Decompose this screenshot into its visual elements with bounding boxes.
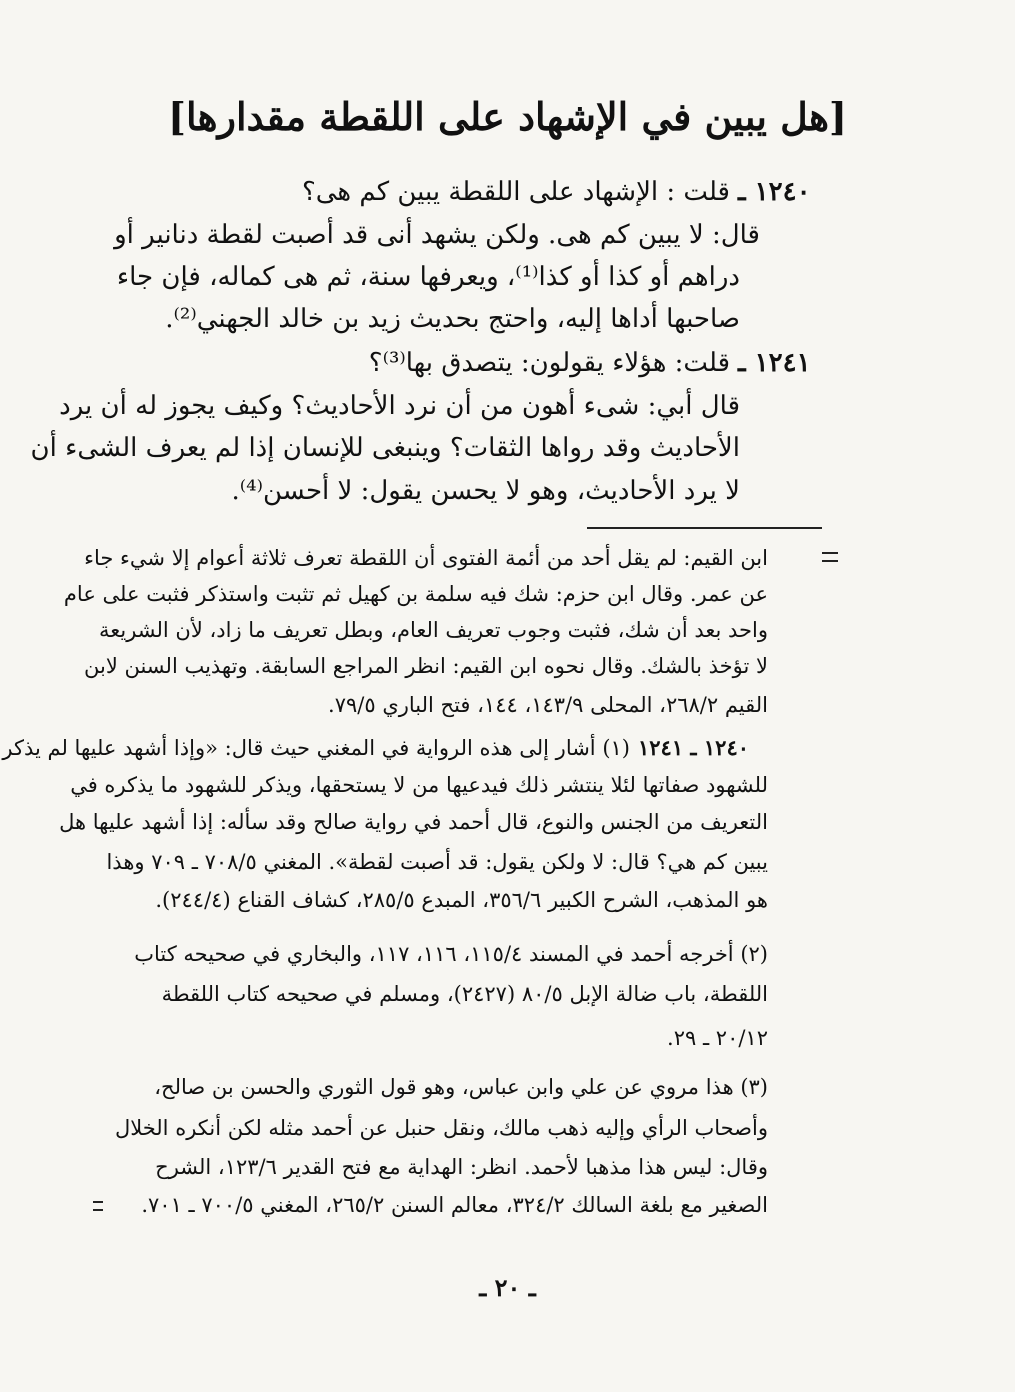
footnote-separator — [587, 527, 822, 529]
footnote-line: وقال: ليس هذا مذهبا لأحمد. انظر: الهداية مع فتح القدير ١٢٣/٦، الشرح — [155, 1155, 768, 1179]
text-line: قال أبي: شىء أهون من أن نرد الأحاديث؟ وكيف يجوز له أن يرد — [59, 391, 740, 421]
footnote-line: ٢٠/١٢ ـ ٢٩. — [667, 1026, 768, 1050]
text-line: صاحبها أداها إليه، واحتج بحديث زيد بن خالد الجهني⁽²⁾. — [165, 304, 740, 334]
footnote-line: يبين كم هي؟ قال: لا ولكن يقول: قد أصبت لقطة». المغني ٧٠٨/٥ ـ ٧٠٩ وهذا — [106, 850, 768, 874]
entry-number: ١٢٤١ ـ — [738, 348, 811, 378]
footnote-line: للشهود صفاتها لئلا ينتشر ذلك فيدعيها من لا يستحقها، ويذكر للشهود ما يذكره في — [70, 773, 768, 797]
footnote-line: الصغير مع بلغة السالك ٣٢٤/٢، معالم السنن ٢٦٥/٢، المغني ٧٠٠/٥ ـ ٧٠١. — [141, 1193, 768, 1217]
text-line: لا يرد الأحاديث، وهو لا يحسن يقول: لا أحسن⁽⁴⁾. — [231, 476, 740, 506]
footnote-line: القيم ٢٦٨/٢، المحلى ١٤٣/٩، ١٤٤، فتح الباري ٧٩/٥. — [328, 693, 768, 717]
footnote-line: اللقطة، باب ضالة الإبل ٨٠/٥ (٢٤٢٧)، ومسلم في صحيحه كتاب اللقطة — [161, 982, 768, 1006]
footnote-line: التعريف من الجنس والنوع، قال أحمد في رواية صالح وقد سأله: إذا أشهد عليها هل — [59, 810, 768, 834]
footnote-line: هو المذهب، الشرح الكبير ٣٥٦/٦، المبدع ٢٨٥/٥، كشاف القناع (٢٤٤/٤). — [155, 888, 768, 912]
text-line: الأحاديث وقد رواها الثقات؟ وينبغى للإنسان إذا لم يعرف الشىء أن — [30, 433, 740, 463]
text-line: قلت: هؤلاء يقولون: يتصدق بها⁽³⁾؟ — [368, 348, 730, 378]
footnote-line: (٢) أخرجه أحمد في المسند ١١٥/٤، ١١٦، ١١٧، والبخاري في صحيحه كتاب — [134, 942, 768, 966]
continuation-mark — [822, 552, 838, 562]
footnote-line: واحد بعد أن شك، فثبت وجوب تعريف العام، وبطل تعريف ما زاد، لأن الشريعة — [98, 618, 768, 642]
footnote-line: (٣) هذا مروي عن علي وابن عباس، وهو قول الثوري والحسن بن صالح، — [154, 1075, 768, 1099]
footnote-range: ١٢٤٠ ـ ١٢٤١ — [638, 735, 750, 760]
text-line: قلت : الإشهاد على اللقطة يبين كم هى؟ — [301, 177, 730, 207]
entry-number: ١٢٤٠ ـ — [738, 177, 811, 207]
section-title: [هل يبين في الإشهاد على اللقطة مقدارها] — [168, 94, 847, 139]
footnote-line: عن عمر. وقال ابن حزم: شك فيه سلمة بن كهيل ثم تثبت واستذكر فثبت على عام — [63, 582, 768, 606]
footnote-line: لا تؤخذ بالشك. وقال نحوه ابن القيم: انظر المراجع السابقة. وتهذيب السنن لابن — [84, 654, 768, 678]
text-line: قال: لا يبين كم هى. ولكن يشهد أنى قد أصبت لقطة دنانير أو — [114, 220, 760, 250]
text-line: دراهم أو كذا أو كذا⁽¹⁾، ويعرفها سنة، ثم هى كماله، فإن جاء — [116, 262, 740, 292]
end-mark — [93, 1201, 103, 1211]
page-number: ـ ٢٠ ـ — [479, 1273, 536, 1302]
footnote-line: وأصحاب الرأي وإليه ذهب مالك، ونقل حنبل عن أحمد مثله لكن أنكره الخلال — [114, 1116, 768, 1140]
footnote-line: ابن القيم: لم يقل أحد من أئمة الفتوى أن اللقطة تعرف ثلاثة أعوام إلا شيء جاء — [84, 546, 768, 570]
footnote-line: (١) أشار إلى هذه الرواية في المغني حيث قال: «وإذا أشهد عليها لم يذكر — [2, 736, 630, 760]
